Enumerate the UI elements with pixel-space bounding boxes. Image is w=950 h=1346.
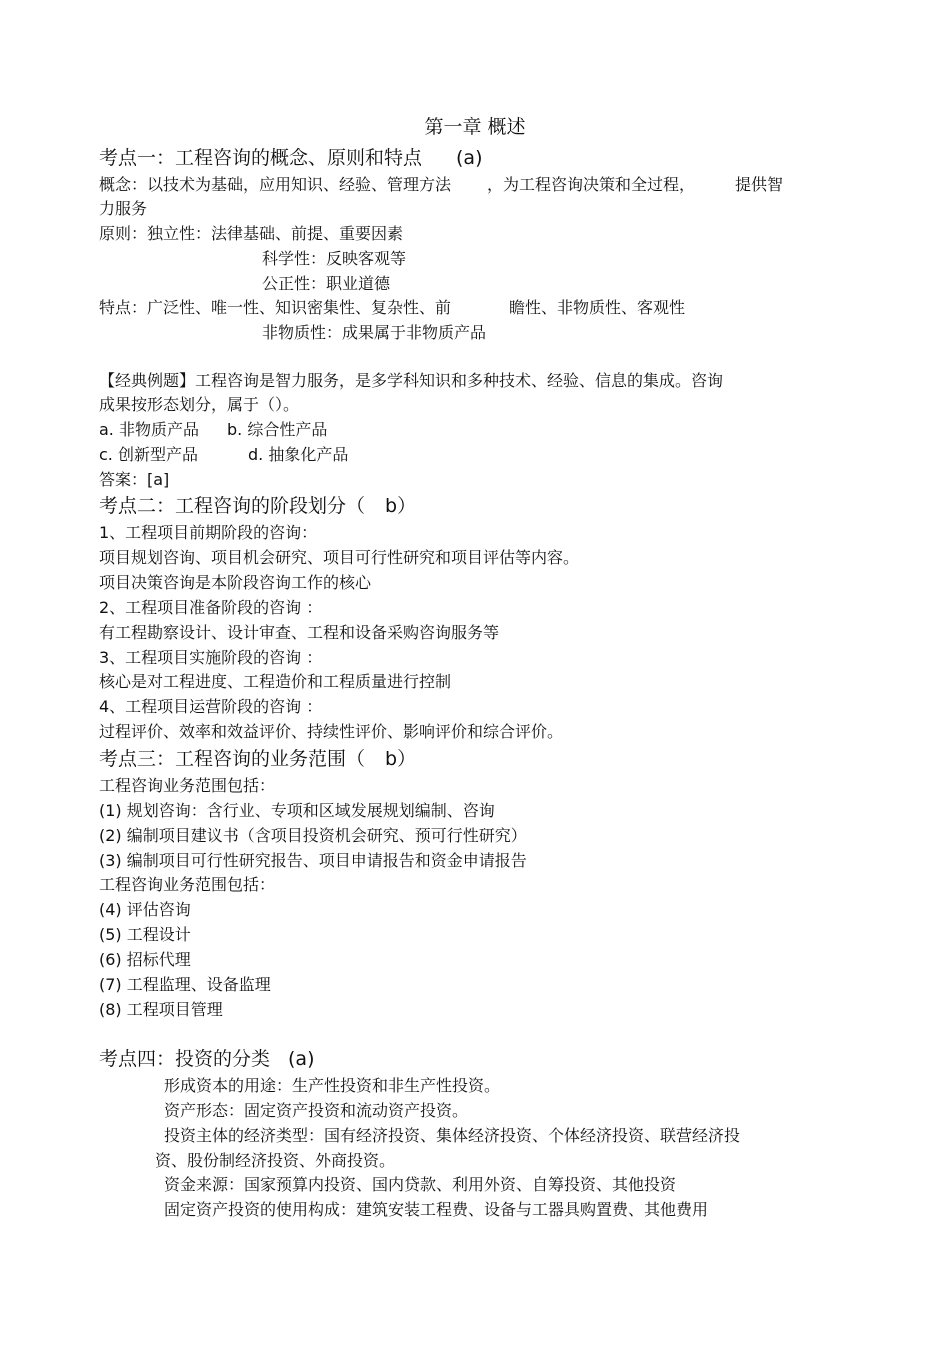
section-3-line: 工程咨询业务范围包括： — [99, 875, 276, 894]
concept-line-2: 力服务 — [99, 199, 148, 218]
section-3-line: (2) 编制项目建议书（含项目投资机会研究、预可行性研究） — [99, 826, 527, 845]
section-4-line: 资金来源：国家预算内投资、国内贷款、利用外资、自筹投资、其他投资 — [164, 1175, 677, 1194]
section-2-line: 2、工程项目准备阶段的咨询 ： — [99, 598, 323, 617]
option-a: a. 非物质产品 — [99, 420, 199, 439]
section-2-line: 项目决策咨询是本阶段咨询工作的核心 — [99, 573, 372, 592]
section-2-line: 1、工程项目前期阶段的咨询： — [99, 523, 318, 542]
concept-text-b: ，为工程咨询决策和全过程， — [487, 175, 696, 194]
section-2-line: 3、工程项目实施阶段的咨询 ： — [99, 648, 323, 667]
concept-text-c: 提供智 — [735, 175, 784, 194]
chapter-title: 第一章 概述 — [424, 116, 526, 138]
concept-line — [99, 174, 783, 196]
section-2-line: 项目规划咨询、项目机会研究、项目可行性研究和项目评估等内容。 — [99, 548, 580, 567]
principle-line-2: 科学性：反映客观等 — [262, 249, 407, 268]
feature-text-a: 特点：广泛性、唯一性、知识密集性、复杂性、前 — [99, 298, 452, 317]
principle-line-1: 原则：独立性：法律基础、前提、重要因素 — [99, 224, 404, 243]
section-2-line: 核心是对工程进度、工程造价和工程质量进行控制 — [99, 672, 452, 691]
section-3-line: (4) 评估咨询 — [99, 900, 191, 919]
section-3-heading-text: 考点三：工程咨询的业务范围（ — [99, 748, 366, 770]
option-d: d. 抽象化产品 — [247, 445, 349, 464]
section-3-line: (6) 招标代理 — [99, 950, 191, 969]
section-3-tag: b） — [385, 748, 417, 770]
section-2-line: 有工程勘察设计、设计审查、工程和设备采购咨询服务等 — [99, 623, 500, 642]
section-4-line: 形成资本的用途：生产性投资和非生产性投资。 — [164, 1076, 501, 1095]
section-1-heading-text: 考点一：工程咨询的概念、原则和特点 — [99, 147, 423, 169]
section-2-tag: b） — [385, 495, 417, 517]
section-4-line: 投资主体的经济类型：国有经济投资、集体经济投资、个体经济投资、联营经济投 — [164, 1126, 741, 1145]
principle-line-3: 公正性：职业道德 — [262, 274, 391, 293]
section-3-line: (3) 编制项目可行性研究报告、项目申请报告和资金申请报告 — [99, 851, 527, 870]
option-c: c. 创新型产品 — [99, 445, 198, 464]
section-4-line: 资、股份制经济投资、外商投资。 — [155, 1151, 396, 1170]
section-2-line: 过程评价、效率和效益评价、持续性评价、影响评价和综合评价。 — [99, 722, 564, 741]
section-4-tag: (a) — [288, 1048, 315, 1070]
section-3-line: 工程咨询业务范围包括： — [99, 776, 276, 795]
section-3-line: (1) 规划咨询：含行业、专项和区域发展规划编制、咨询 — [99, 801, 495, 820]
example-question-line-1: 【经典例题】工程咨询是智力服务，是多学科知识和多种技术、经验、信息的集成。咨询 — [99, 371, 724, 390]
section-4-heading-text: 考点四：投资的分类 — [99, 1048, 271, 1070]
section-2-heading — [99, 493, 416, 519]
feature-line-1 — [99, 297, 685, 319]
section-3-line: (8) 工程项目管理 — [99, 1000, 223, 1019]
section-3-heading — [99, 746, 416, 772]
feature-line-2: 非物质性：成果属于非物质产品 — [262, 323, 487, 342]
example-options-row-2 — [99, 444, 348, 466]
section-4-line: 资产形态：固定资产投资和流动资产投资。 — [164, 1101, 469, 1120]
section-2-line: 4、工程项目运营阶段的咨询 ： — [99, 697, 323, 716]
example-question-line-2: 成果按形态划分，属于（）。 — [99, 395, 300, 414]
section-1-heading — [99, 145, 482, 171]
section-3-line: (7) 工程监理、设备监理 — [99, 975, 271, 994]
section-1-tag: (a) — [456, 147, 483, 169]
example-options-row-1 — [99, 419, 327, 441]
feature-text-b: 瞻性、非物质性、客观性 — [509, 298, 686, 317]
section-2-heading-text: 考点二：工程咨询的阶段划分（ — [99, 495, 366, 517]
section-4-line: 固定资产投资的使用构成：建筑安装工程费、设备与工器具购置费、其他费用 — [164, 1200, 709, 1219]
concept-text-a: 概念：以技术为基础，应用知识、经验、管理方法 — [99, 175, 452, 194]
section-4-heading — [99, 1046, 314, 1072]
option-b: b. 综合性产品 — [226, 420, 328, 439]
section-3-line: (5) 工程设计 — [99, 925, 191, 944]
example-answer: 答案：[a] — [99, 470, 170, 489]
